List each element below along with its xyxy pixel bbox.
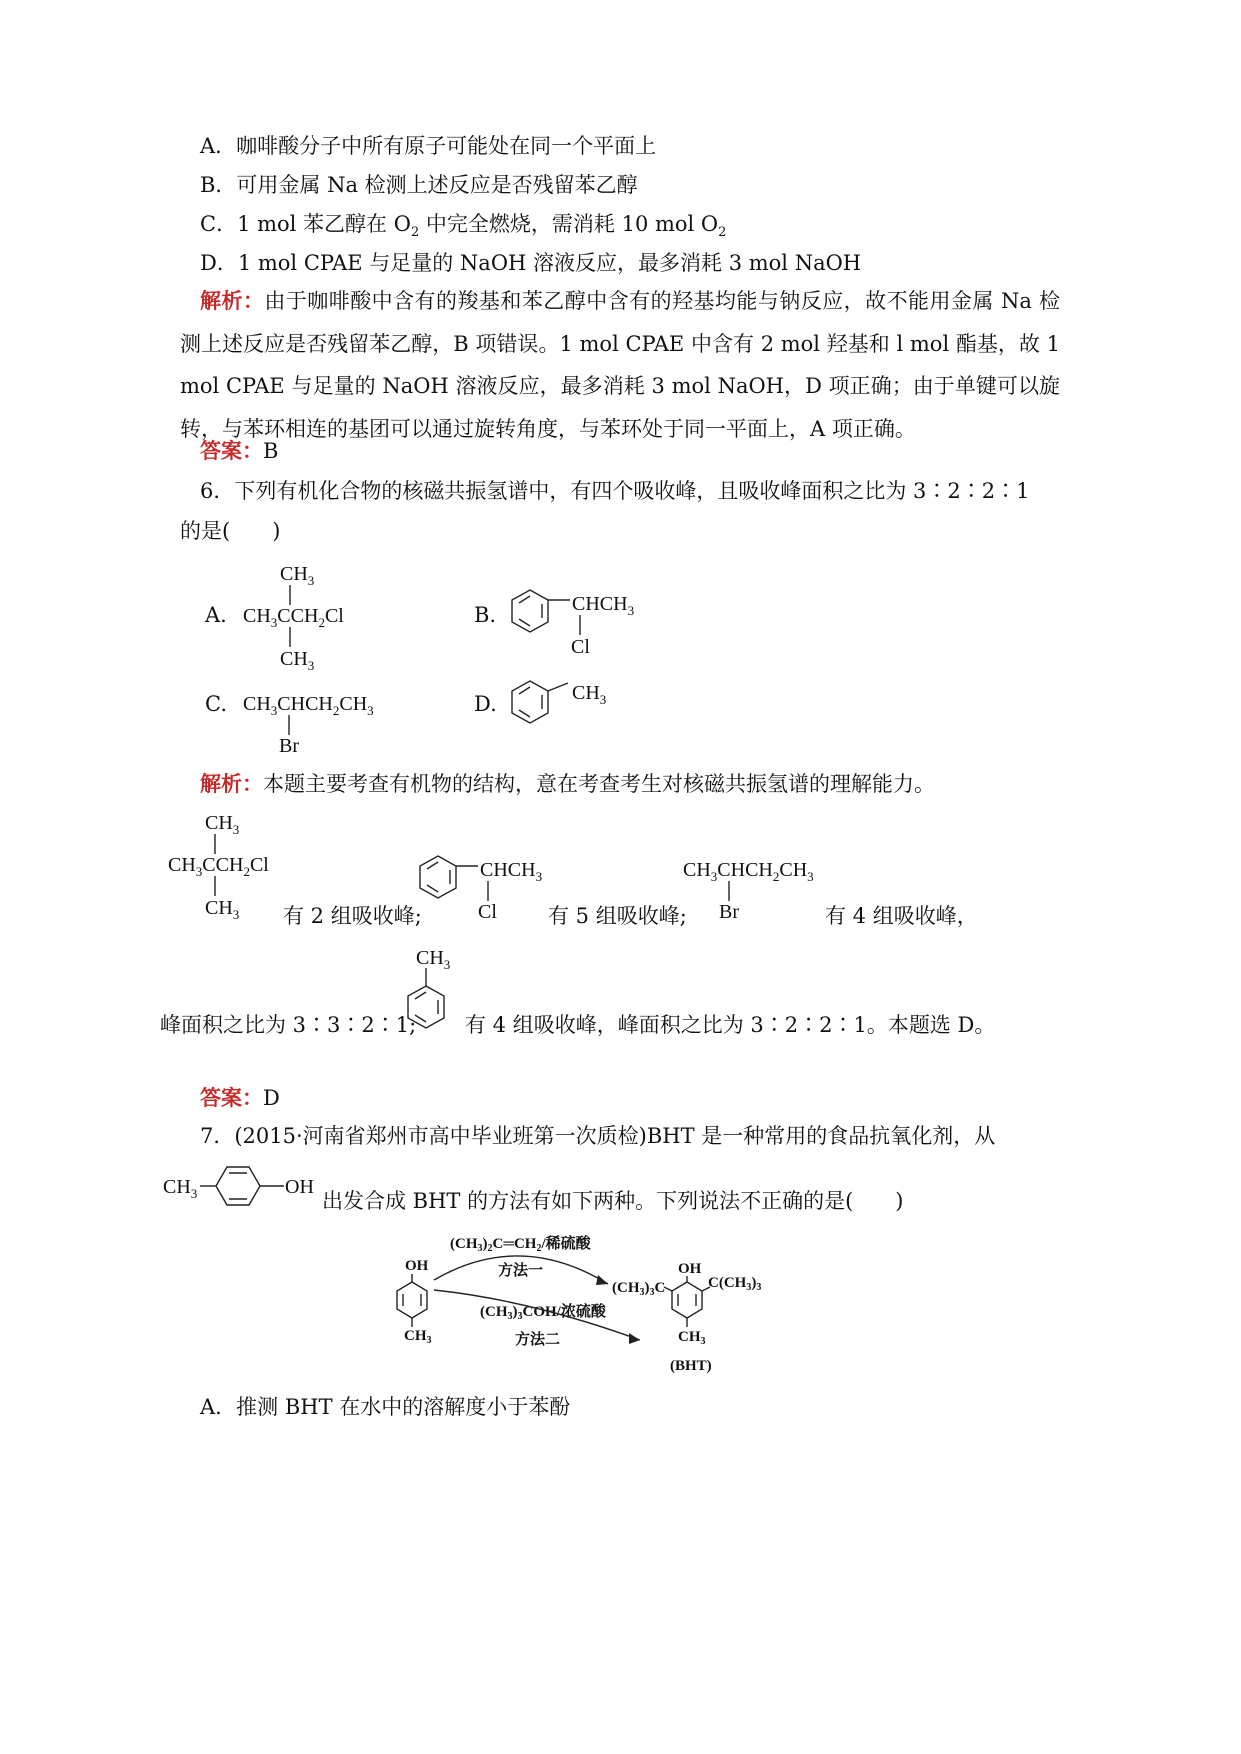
method-one-label: 方法一	[498, 1263, 544, 1279]
q5-option-c: C．1 mol 苯乙醇在 $O_2$ 中完全燃烧，需消耗 10 mol $O_2$	[200, 212, 727, 240]
analysis-peaks-c: 有 4 组吸收峰，	[825, 904, 978, 928]
q6-answer: 答案：D	[200, 1085, 280, 1110]
analysis-peaks-b: 有 5 组吸收峰;	[548, 904, 687, 928]
q7-stem-line2: 出发合成 BHT 的方法有如下两种。下列说法不正确的是( )	[322, 1189, 904, 1213]
q6-option-d-label: D.	[474, 692, 497, 716]
benzene-ring-icon	[510, 681, 560, 731]
q5-option-a: A．咖啡酸分子中所有原子可能处在同一个平面上	[200, 134, 657, 158]
q7-option-a: A．推测 BHT 在水中的溶解度小于苯酚	[200, 1395, 571, 1419]
q6-analysis-intro: 解析：本题主要考查有机物的结构，意在考查考生对核磁共振氢谱的理解能力。	[200, 771, 935, 796]
benzene-ring-icon	[200, 1163, 290, 1213]
q6-option-a-label: A.	[205, 603, 227, 627]
q6-option-c-label: C.	[205, 692, 227, 716]
q5-option-b: B．可用金属 Na 检测上述反应是否残留苯乙醇	[200, 173, 638, 197]
bht-label: (BHT)	[670, 1358, 712, 1374]
q6-stem-line1: 6．下列有机化合物的核磁共振氢谱中，有四个吸收峰，且吸收峰面积之比为 3∶2∶2∶1	[200, 479, 1030, 503]
q5-answer: 答案：B	[200, 438, 279, 463]
benzene-ring-icon	[404, 968, 454, 1038]
q5-analysis: 解析：由于咖啡酸中含有的羧基和苯乙醇中含有的羟基均能与钠反应，故不能用金属 Na 检测上述反应是否残留苯乙醇，B 项错误。1 mol CPAE 中含有 2 mol 羟基和 l mol 酯基，故 1 mol CPAE 与足量的 NaOH 溶液反应，最多消耗 3 mol NaOH，D 项正确；由于单键可以旋转，与苯环相连的基团可以通过旋转角度，与苯环处于同一平面上，A 项正确。	[180, 288, 1061, 441]
benzene-ring-icon	[510, 590, 560, 640]
method-two-label: 方法二	[515, 1332, 561, 1348]
analysis-ratio-c: 峰面积之比为 3∶3∶2∶1;	[160, 1013, 417, 1037]
q5-option-d: D．1 mol CPAE 与足量的 NaOH 溶液反应，最多消耗 3 mol NaOH	[200, 251, 862, 275]
benzene-ring-icon	[418, 856, 468, 906]
analysis-peaks-d: 有 4 组吸收峰，峰面积之比为 3∶2∶2∶1。本题选 D。	[465, 1013, 996, 1037]
q6-stem-line2: 的是( )	[180, 519, 281, 543]
q7-stem-line1: 7．(2015·河南省郑州市高中毕业班第一次质检)BHT 是一种常用的食品抗氧化剂，从	[200, 1124, 996, 1148]
q6-option-b-label: B.	[474, 603, 497, 627]
analysis-peaks-a: 有 2 组吸收峰;	[283, 904, 422, 928]
